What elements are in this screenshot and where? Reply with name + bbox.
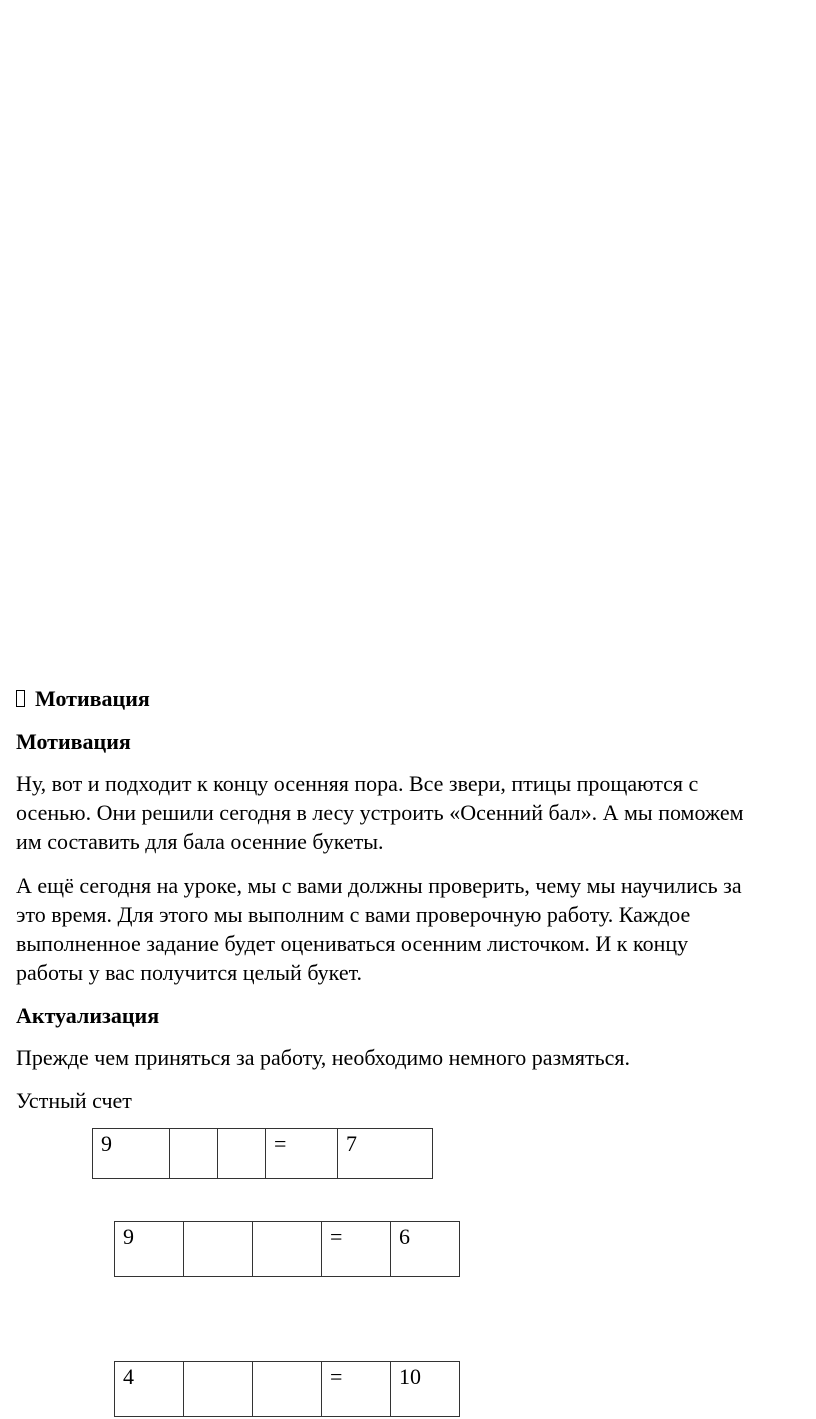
table-cell: 7 xyxy=(338,1129,433,1179)
table-cell: 9 xyxy=(93,1129,170,1179)
calc-table-1 xyxy=(92,1128,433,1179)
motivation-paragraph-1 xyxy=(16,769,806,856)
text-line: работы у вас получится целый букет. xyxy=(16,960,363,985)
calc-table-3 xyxy=(114,1361,460,1417)
table-cell: 9 xyxy=(115,1222,184,1277)
table-cell xyxy=(253,1362,322,1417)
oral-count-label: Устный счет xyxy=(16,1088,132,1113)
table-cell xyxy=(218,1129,266,1179)
bullet-icon xyxy=(16,690,25,707)
table-cell xyxy=(184,1222,253,1277)
actualization-text: Прежде чем приняться за работу, необходимо немного размяться. xyxy=(16,1045,631,1070)
table-row xyxy=(115,1362,460,1417)
bullet-heading xyxy=(16,684,150,713)
text-line: это время. Для этого мы выполним с вами проверочную работу. Каждое xyxy=(16,902,691,927)
bullet-heading-text: Мотивация xyxy=(35,686,150,711)
text-line: А ещё сегодня на уроке, мы с вами должны проверить, чему мы научились за xyxy=(16,873,742,898)
table-cell: = xyxy=(266,1129,338,1179)
actualization-heading: Актуализация xyxy=(16,1003,160,1028)
table-cell: 6 xyxy=(391,1222,460,1277)
table-cell: = xyxy=(322,1222,391,1277)
table-cell: = xyxy=(322,1362,391,1417)
text-line: Ну, вот и подходит к концу осенняя пора. Все звери, птицы прощаются с xyxy=(16,771,699,796)
table-cell xyxy=(253,1222,322,1277)
text-line: им составить для бала осенние букеты. xyxy=(16,829,384,854)
text-line: осенью. Они решили сегодня в лесу устроить «Осенний бал». А мы поможем xyxy=(16,800,744,825)
text-line: выполненное задание будет оцениваться осенним листочком. И к концу xyxy=(16,931,689,956)
motivation-paragraph-2 xyxy=(16,871,806,987)
table-row xyxy=(93,1129,433,1179)
table-cell xyxy=(184,1362,253,1417)
table-row xyxy=(115,1222,460,1277)
table-cell: 10 xyxy=(391,1362,460,1417)
motivation-heading: Мотивация xyxy=(16,729,131,754)
table-cell xyxy=(170,1129,218,1179)
calc-table-2 xyxy=(114,1221,460,1277)
table-cell: 4 xyxy=(115,1362,184,1417)
